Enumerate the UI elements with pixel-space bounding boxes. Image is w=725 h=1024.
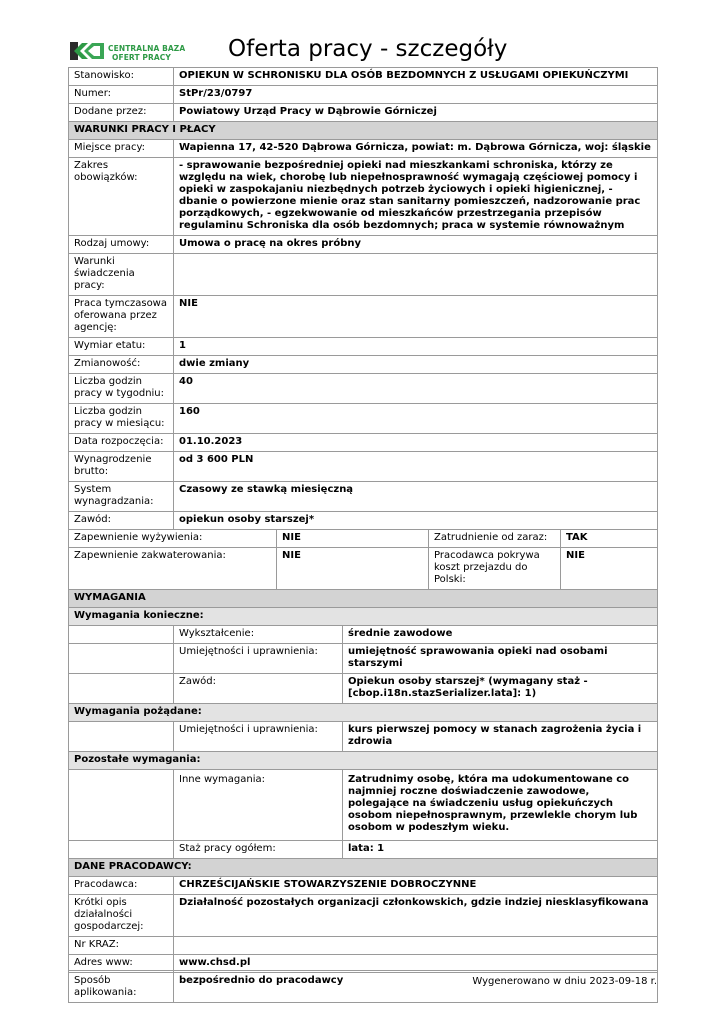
field-label: Zapewnienie zakwaterowania:	[69, 548, 277, 590]
field-value: od 3 600 PLN	[174, 452, 658, 482]
section-header: WARUNKI PRACY I PŁACY	[69, 122, 658, 140]
field-label: Umiejętności i uprawnienia:	[174, 722, 343, 752]
indent-cell	[69, 644, 174, 674]
field-value: NIE	[561, 548, 658, 590]
field-value: Powiatowy Urząd Pracy w Dąbrowie Górniczej	[174, 104, 658, 122]
website-link[interactable]: www.chsd.pl	[174, 955, 658, 973]
logo	[68, 40, 208, 64]
field-label: Pracodawca pokrywa koszt przejazdu do Polski:	[429, 548, 561, 590]
field-value: 40	[174, 374, 658, 404]
field-value: Zatrudnimy osobę, która ma udokumentowane co najmniej roczne doświadczenie zawodowe, polegające na świadczeniu usług opiekuńczych osobom niepełnosprawnym, przewlekle chorym lub osobom w podeszłym wieku.	[343, 770, 658, 841]
field-label: Pracodawca:	[69, 877, 174, 895]
field-value: NIE	[277, 548, 429, 590]
field-label: Warunki świadczenia pracy:	[69, 254, 174, 296]
field-value: OPIEKUN W SCHRONISKU DLA OSÓB BEZDOMNYCH Z USŁUGAMI OPIEKUŃCZYMI	[174, 68, 658, 86]
field-label: Zapewnienie wyżywienia:	[69, 530, 277, 548]
indent-cell	[69, 674, 174, 704]
field-value: Wapienna 17, 42-520 Dąbrowa Górnicza, powiat: m. Dąbrowa Górnicza, woj: śląskie	[174, 140, 658, 158]
logo-line-1: CENTRALNA BAZA	[108, 44, 186, 53]
field-value: dwie zmiany	[174, 356, 658, 374]
indent-cell	[69, 770, 174, 841]
field-value: TAK	[561, 530, 658, 548]
field-label: Zawód:	[174, 674, 343, 704]
field-label: Wymiar etatu:	[69, 338, 174, 356]
field-value: lata: 1	[343, 841, 658, 859]
field-value: 01.10.2023	[174, 434, 658, 452]
field-value: opiekun osoby starszej*	[174, 512, 658, 530]
field-label: Krótki opis działalności gospodarczej:	[69, 895, 174, 937]
field-value: Działalność pozostałych organizacji członkowskich, gdzie indziej niesklasyfikowana	[174, 895, 658, 937]
field-value: bezpośrednio do pracodawcy	[174, 973, 658, 1003]
field-value: Umowa o pracę na okres próbny	[174, 236, 658, 254]
field-value: 160	[174, 404, 658, 434]
subsection-header: Wymagania pożądane:	[69, 704, 658, 722]
subsection-header: Pozostałe wymagania:	[69, 752, 658, 770]
field-label: Liczba godzin pracy w tygodniu:	[69, 374, 174, 404]
indent-cell	[69, 722, 174, 752]
field-label: Miejsce pracy:	[69, 140, 174, 158]
field-label: Stanowisko:	[69, 68, 174, 86]
field-label: Wynagrodzenie brutto:	[69, 452, 174, 482]
subsection-header: Wymagania konieczne:	[69, 608, 658, 626]
page-header	[68, 36, 658, 66]
field-label: Zawód:	[69, 512, 174, 530]
field-label: Sposób aplikowania:	[69, 973, 174, 1003]
field-value: Opiekun osoby starszej* (wymagany staż - [cbop.i18n.stazSerializer.lata]: 1)	[343, 674, 658, 704]
field-label: Zakres obowiązków:	[69, 158, 174, 236]
field-value: StPr/23/0797	[174, 86, 658, 104]
field-label: Zatrudnienie od zaraz:	[429, 530, 561, 548]
row-numer	[69, 86, 658, 104]
indent-cell	[69, 841, 174, 859]
field-label: Staż pracy ogółem:	[174, 841, 343, 859]
row-stanowisko	[69, 68, 658, 86]
field-label: Numer:	[69, 86, 174, 104]
field-value	[174, 937, 658, 955]
field-value	[174, 254, 658, 296]
field-value: NIE	[174, 296, 658, 338]
section-header: DANE PRACODAWCY:	[69, 859, 658, 877]
footer-divider	[68, 970, 657, 971]
field-label: Data rozpoczęcia:	[69, 434, 174, 452]
field-label: Zmianowość:	[69, 356, 174, 374]
field-value: Czasowy ze stawką miesięczną	[174, 482, 658, 512]
section-header: WYMAGANIA	[69, 590, 658, 608]
field-label: Wykształcenie:	[174, 626, 343, 644]
field-label: Dodane przez:	[69, 104, 174, 122]
field-value: 1	[174, 338, 658, 356]
field-value: umiejętność sprawowania opieki nad osobami starszymi	[343, 644, 658, 674]
page-title: Oferta pracy - szczegóły	[228, 36, 508, 62]
cbop-logo-icon	[68, 40, 106, 62]
field-label: Inne wymagania:	[174, 770, 343, 841]
row-dodane	[69, 104, 658, 122]
field-label: Adres www:	[69, 955, 174, 973]
logo-line-2: OFERT PRACY	[112, 53, 171, 62]
field-label: System wynagradzania:	[69, 482, 174, 512]
offer-table	[68, 67, 658, 1003]
field-label: Umiejętności i uprawnienia:	[174, 644, 343, 674]
field-value: - sprawowanie bezpośredniej opieki nad mieszkankami schroniska, którzy ze względu na wiek, chorobę lub niepełnosprawność wymagają częściowej pomocy i opieki w zaspokajaniu niezbędnych potrzeb życiowych i opieki higienicznej, - dbanie o powierzone mienie oraz stan sanitarny pomieszczeń, nadzorowanie prac porządkowych, - egzekwowanie od mieszkańców przestrzegania przepisów regulaminu Schroniska dla osób bezdomnych; praca w systemie równoważnym	[174, 158, 658, 236]
field-label: Praca tymczasowa oferowana przez agencję:	[69, 296, 174, 338]
field-label: Liczba godzin pracy w miesiącu:	[69, 404, 174, 434]
field-value: NIE	[277, 530, 429, 548]
field-value: kurs pierwszej pomocy w stanach zagrożenia życia i zdrowia	[343, 722, 658, 752]
indent-cell	[69, 626, 174, 644]
field-value: średnie zawodowe	[343, 626, 658, 644]
generated-date: Wygenerowano w dniu 2023-09-18 r.	[472, 976, 657, 987]
field-value: CHRZEŚCIJAŃSKIE STOWARZYSZENIE DOBROCZYNNE	[174, 877, 658, 895]
field-label: Rodzaj umowy:	[69, 236, 174, 254]
field-label: Nr KRAZ:	[69, 937, 174, 955]
